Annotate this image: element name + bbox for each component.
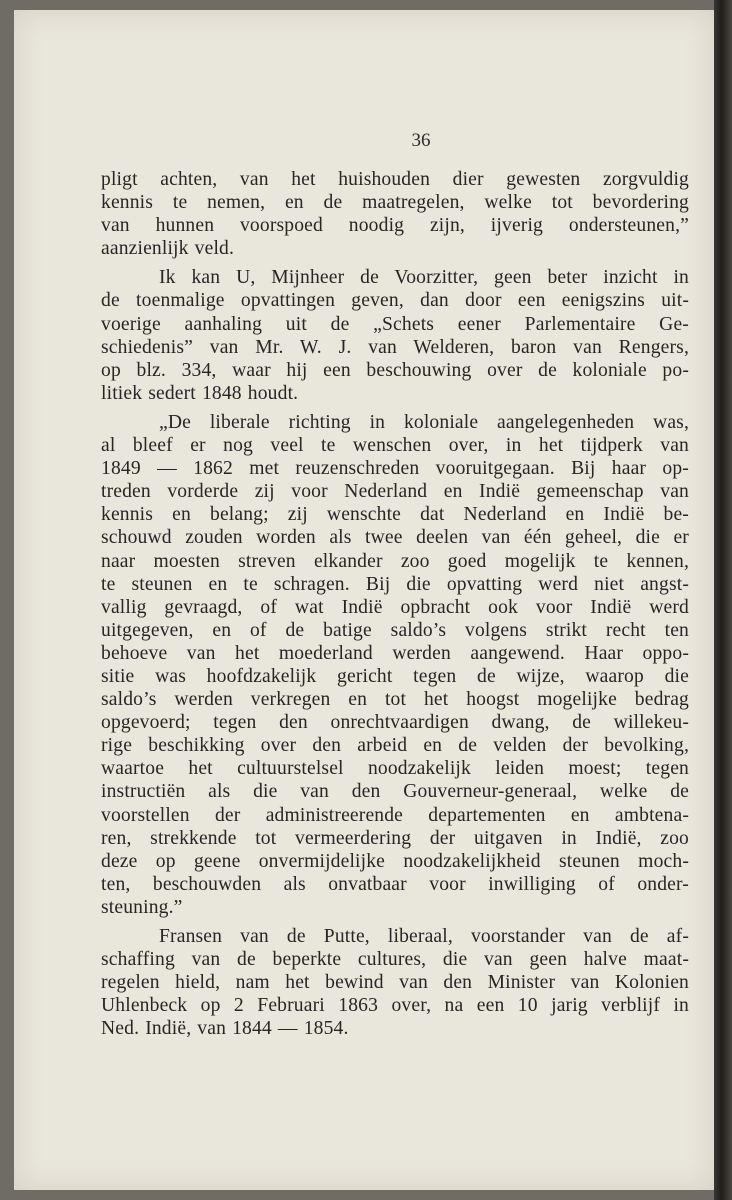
text-line: ten, beschouwden als onvatbaar voor inwilliging of onder- xyxy=(101,873,689,895)
text-line: waartoe het cultuurstelsel noodzakelijk leiden moest; tegen xyxy=(101,758,689,780)
text-line: behoeve van het moederland werden aangewend. Haar oppo- xyxy=(101,642,689,664)
text-line: schaffing van de beperkte cultures, die van geen halve maat- xyxy=(101,949,689,971)
text-line: vallig gevraagd, of wat Indië opbracht ook voor Indië werd xyxy=(101,596,689,618)
text-line: schouwd zouden worden als twee deelen van één geheel, die er xyxy=(101,527,689,549)
text-line: litiek sedert 1848 houdt. xyxy=(101,382,299,404)
text-line: regelen hield, nam het bewind van den Minister van Kolonien xyxy=(101,972,689,994)
page-number: 36 xyxy=(411,130,431,151)
text-line: treden vorderde zij voor Nederland en Indië gemeenschap van xyxy=(101,481,689,503)
paragraph-1 xyxy=(101,168,689,260)
text-line: te steunen en te schragen. Bij die opvatting werd niet angst- xyxy=(101,573,689,595)
text-line: Ik kan U, Mijnheer de Voorzitter, geen beter inzicht in xyxy=(159,267,689,289)
text-line: Ned. Indië, van 1844 — 1854. xyxy=(101,1018,349,1040)
text-line: de toenmalige opvattingen geven, dan door een eenigszins uit- xyxy=(101,290,689,312)
paragraph-2 xyxy=(101,266,689,405)
text-line: van hunnen voorspoed noodig zijn, ijverig ondersteunen,” xyxy=(101,215,689,237)
body-text xyxy=(101,168,689,1040)
text-line: voorstellen der administreerende departementen en ambtena- xyxy=(101,804,689,826)
text-line: kennis en belang; zij wenschte dat Nederland en Indië be- xyxy=(101,504,689,526)
text-line: naar moesten streven elkander zoo goed mogelijk te kennen, xyxy=(101,550,689,572)
text-line: „De liberale richting in koloniale aangelegenheden was, xyxy=(159,411,689,433)
text-line: al bleef er nog veel te wenschen over, in het tijdperk van xyxy=(101,435,689,457)
text-line: kennis te nemen, en de maatregelen, welke tot bevordering xyxy=(101,192,689,214)
text-line: ren, strekkende tot vermeerdering der uitgaven in Indië, zoo xyxy=(101,827,689,849)
text-line: aanzienlijk veld. xyxy=(101,238,235,260)
text-line: opgevoerd; tegen den onrechtvaardigen dwang, de willekeu- xyxy=(101,712,689,734)
text-line: instructiën als die van den Gouverneur-generaal, welke de xyxy=(101,781,689,803)
text-line: Fransen van de Putte, liberaal, voorstander van de af- xyxy=(159,926,689,947)
paragraph-3-quote xyxy=(101,411,689,919)
text-line: pligt achten, van het huishouden dier gewesten zorgvuldig xyxy=(101,169,689,190)
text-line: op blz. 334, waar hij een beschouwing over de koloniale po- xyxy=(101,359,689,381)
text-line: steuning.” xyxy=(101,896,183,918)
text-line: uitgegeven, en of de batige saldo’s volgens strikt recht ten xyxy=(101,619,689,641)
text-line: deze op geene onvermijdelijke noodzakelijkheid steunen moch- xyxy=(101,850,689,872)
text-line: schiedenis” van Mr. W. J. van Welderen, baron van Rengers, xyxy=(101,336,689,358)
text-line: 1849 — 1862 met reuzenschreden vooruitgegaan. Bij haar op- xyxy=(101,458,689,480)
text-line: voerige aanhaling uit de „Schets eener Parlementaire Ge- xyxy=(101,313,689,335)
book-spine xyxy=(714,0,732,1200)
text-line: Uhlenbeck op 2 Februari 1863 over, na een 10 jarig verblijf in xyxy=(101,995,689,1017)
paragraph-4 xyxy=(101,925,689,1040)
text-line: rige beschikking over den arbeid en de velden der bevolking, xyxy=(101,735,689,757)
text-line: saldo’s werden verkregen en tot het hoogst mogelijke bedrag xyxy=(101,689,689,711)
text-line: sitie was hoofdzakelijk gericht tegen de wijze, waarop die xyxy=(101,665,689,687)
